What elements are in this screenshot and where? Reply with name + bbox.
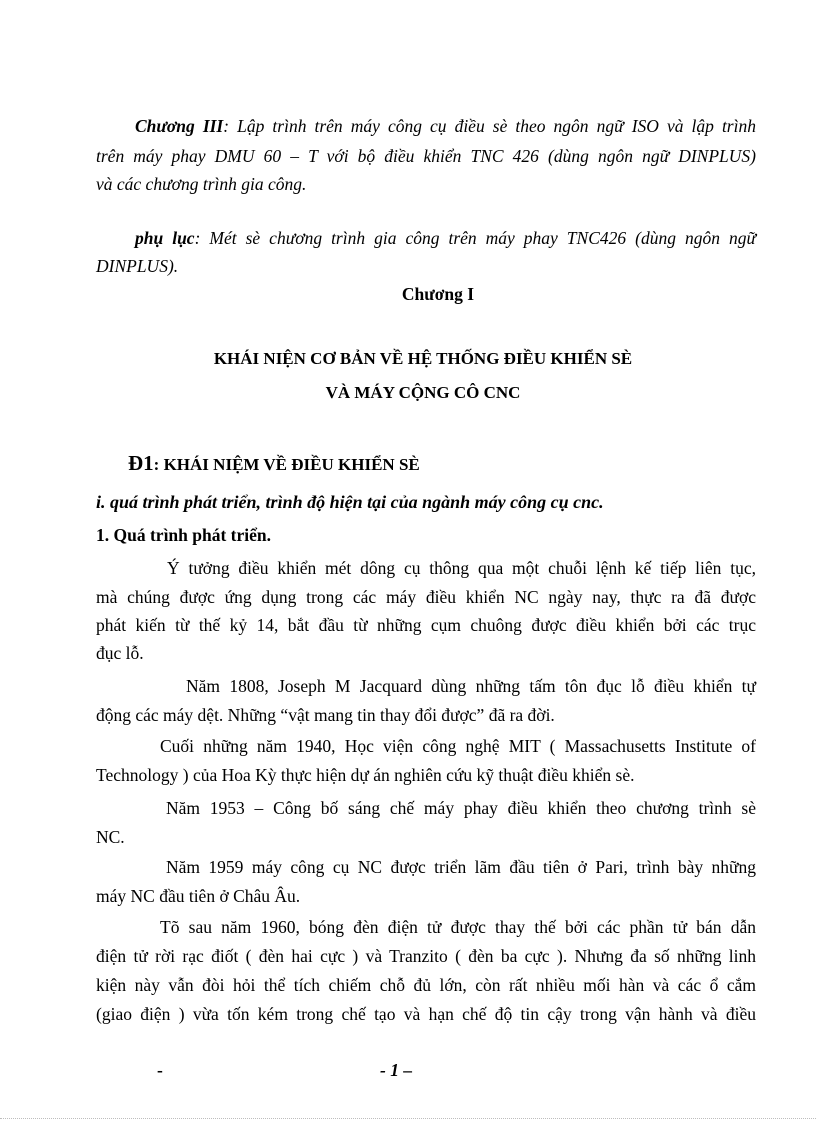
p1-line-4: đục lỗ. <box>96 643 144 663</box>
heading-1: 1. Quá trình phát triển. <box>96 525 272 545</box>
intro-ch3-line-1-text: : Lập trình trên máy công cụ điều sè theo ngôn ngữ ISO và lập trình <box>223 116 756 136</box>
chapter-title-line-1: KHÁI NIỆN CƠ BẢN VỀ HỆ THỐNG ĐIỀU KHIỂN SÈ <box>213 349 633 368</box>
intro-ch3-line-2: trên máy phay DMU 60 – T với bộ điều khiển TNC 426 (dùng ngôn ngữ DINPLUS) <box>96 146 756 166</box>
p2-line-1: Năm 1808, Joseph M Jacquard dùng những tấm tôn đục lỗ điều khiển tự <box>186 676 756 696</box>
p6-line-3: kiện này vẫn đòi hỏi thể tích chiếm chỗ đủ lớn, còn rất nhiều mối hàn và các ổ cắm <box>96 975 756 995</box>
p3-line-2: Technology ) của Hoa Kỳ thực hiện dự án nghiên cứu kỹ thuật điều khiển sè. <box>96 765 635 785</box>
p5-line-2: máy NC đầu tiên ở Châu Âu. <box>96 886 301 906</box>
subsection-heading: i. quá trình phát triển, trình độ hiện tại của ngành máy công cụ cnc. <box>96 492 604 512</box>
page-number: - 1 – <box>380 1060 413 1080</box>
footer-divider <box>0 1118 816 1119</box>
intro-ch3-line-1 <box>135 114 756 138</box>
p4-line-1: Năm 1953 – Công bố sáng chế máy phay điều khiển theo chương trình sè <box>166 798 756 818</box>
intro-appendix-label: phụ lục <box>135 228 195 248</box>
p2-line-2: động các máy dệt. Những “vật mang tin thay đổi được” đã ra đời. <box>96 705 555 725</box>
p3-line-1: Cuối những năm 1940, Học viện công nghệ MIT ( Massachusetts Institute of <box>160 736 756 756</box>
section-heading <box>128 451 420 477</box>
footer-dash: - <box>157 1060 163 1080</box>
section-prefix: Đ1 <box>128 451 154 475</box>
intro-ch3-line-3: và các chương trình gia công. <box>96 174 307 194</box>
p6-line-4: (giao điện ) vừa tốn kém trong chế tạo và hạn chế độ tin cậy trong vận hành và điều <box>96 1004 756 1024</box>
p1-line-3: phát kiến từ thế kỷ 14, bắt đầu từ những cụm chuông được điều khiển bởi các trục <box>96 615 756 635</box>
intro-ch3-label: Chương III <box>135 116 224 136</box>
chapter-label: Chương I <box>401 284 475 304</box>
p4-line-2: NC. <box>96 827 125 847</box>
section-title: : KHÁI NIỆM VỀ ĐIỀU KHIỂN SÈ <box>153 455 420 474</box>
p6-line-2: điện tử rời rạc điốt ( đèn hai cực ) và Tranzito ( đèn ba cực ). Nhưng đa số những linh <box>96 946 756 966</box>
p1-line-2: mà chúng được ứng dụng trong các máy điều khiển NC ngày nay, thực ra đã được <box>96 587 756 607</box>
p6-line-1: Tõ sau năm 1960, bóng đèn điện tử được thay thế bởi các phần tử bán dẫn <box>160 917 756 937</box>
chapter-title-line-2: VÀ MÁY CỘNG CÔ CNC <box>325 383 521 402</box>
p5-line-1: Năm 1959 máy công cụ NC được triển lãm đầu tiên ở Pari, trình bày những <box>166 857 756 877</box>
intro-appendix-line-2: DINPLUS). <box>96 256 179 276</box>
p1-line-1: Ý tưởng điều khiển mét dông cụ thông qua một chuỗi lệnh kế tiếp liên tục, <box>167 558 756 578</box>
intro-appendix-line-1-text: : Mét sè chương trình gia công trên máy phay TNC426 (dùng ngôn ngữ <box>194 228 756 248</box>
intro-appendix-line-1 <box>135 226 756 250</box>
